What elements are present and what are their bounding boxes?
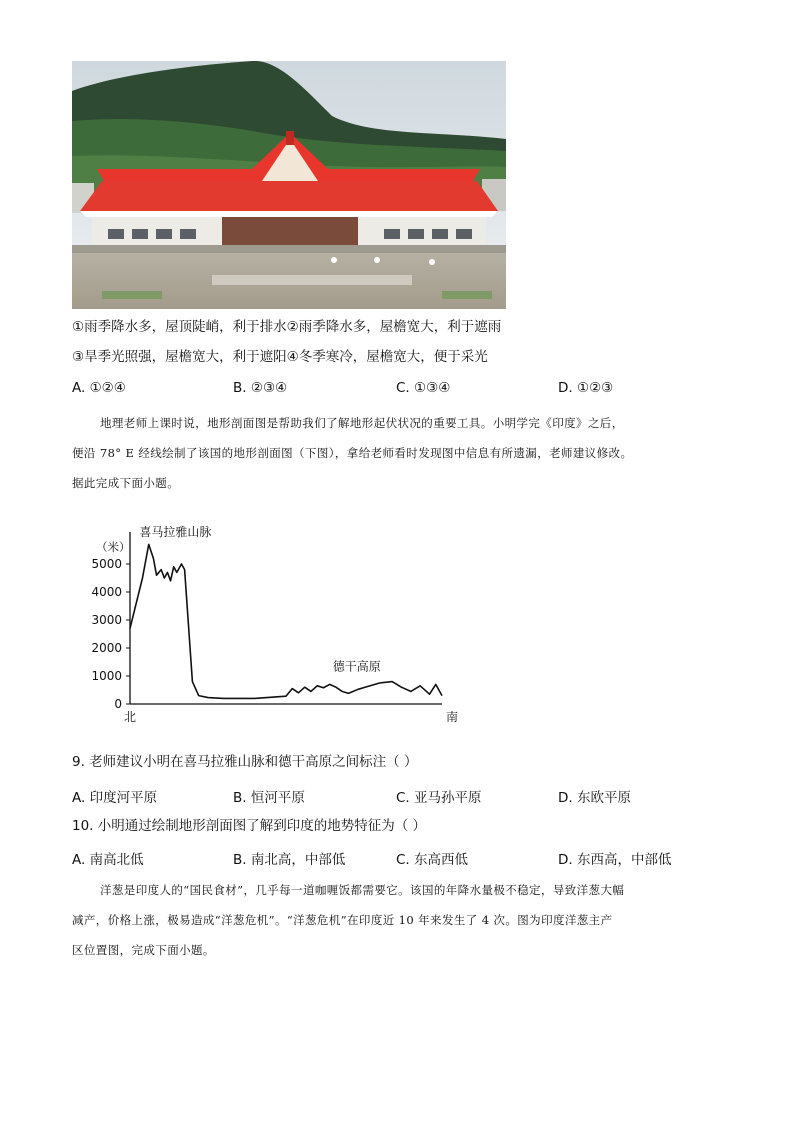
annotation-himalaya: 喜马拉雅山脉 — [139, 525, 212, 539]
y-tick-label: 0 — [114, 697, 122, 711]
q9-option-d[interactable]: D. 东欧平原 — [558, 790, 631, 806]
q10-option-c[interactable]: C. 东高西低 — [396, 852, 469, 868]
q8-option-b[interactable]: B. ②③④ — [233, 380, 288, 396]
station-photo-illustration — [72, 61, 506, 309]
q9-stem: 9. 老师建议小明在喜马拉雅山脉和德干高原之间标注（ ） — [72, 754, 418, 770]
profile-intro-line-2: 便沿 78° E 经线绘制了该国的地形剖面图（下图），拿给老师看时发现图中信息有所遗漏，老师建议修改。 — [72, 446, 633, 460]
q8-option-c[interactable]: C. ①③④ — [396, 380, 451, 396]
onion-intro-line-1: 洋葱是印度人的“国民食材”，几乎每一道咖喱饭都需要它。该国的年降水量极不稳定，导致洋葱大幅 — [100, 883, 625, 897]
onion-intro-line-2: 减产，价格上涨，极易造成“洋葱危机”。“洋葱危机”在印度近 10 年来发生了 4 次。图为印度洋葱主产 — [72, 913, 613, 927]
y-axis-unit: （米） — [96, 540, 131, 555]
profile-intro-line-3: 据此完成下面小题。 — [72, 476, 180, 490]
q10-option-b[interactable]: B. 南北高，中部低 — [233, 852, 346, 868]
q10-option-a[interactable]: A. 南高北低 — [72, 852, 144, 868]
statement-line-1: ①雨季降水多，屋顶陡峭，利于排水②雨季降水多，屋檐宽大，利于遮雨 — [72, 319, 502, 335]
q9-option-b[interactable]: B. 恒河平原 — [233, 790, 305, 806]
x-label-north: 北 — [123, 710, 137, 724]
y-tick-label: 5000 — [91, 557, 122, 571]
q10-option-d[interactable]: D. 东西高，中部低 — [558, 852, 672, 868]
onion-intro-line-3: 区位置图，完成下面小题。 — [72, 943, 215, 957]
q9-option-a[interactable]: A. 印度河平原 — [72, 790, 158, 806]
q8-option-a[interactable]: A. ①②④ — [72, 380, 126, 396]
y-tick-label: 2000 — [91, 641, 122, 655]
statement-line-2: ③旱季光照强，屋檐宽大，利于遮阳④冬季寒冷，屋檐宽大，便于采光 — [72, 349, 488, 365]
profile-intro-line-1: 地理老师上课时说，地形剖面图是帮助我们了解地形起伏状况的重要工具。小明学完《印度》之后， — [100, 416, 624, 430]
q8-option-d[interactable]: D. ①②③ — [558, 380, 614, 396]
q9-option-c[interactable]: C. 亚马孙平原 — [396, 790, 482, 806]
station-photo — [72, 61, 506, 309]
x-label-south: 南 — [445, 710, 459, 724]
q10-stem: 10. 小明通过绘制地形剖面图了解到印度的地势特征为（ ） — [72, 818, 427, 834]
y-tick-label: 3000 — [91, 613, 122, 627]
annotation-deccan: 德干高原 — [332, 659, 381, 674]
terrain-profile-line — [130, 544, 442, 698]
terrain-profile-chart — [70, 518, 470, 728]
y-tick-label: 4000 — [91, 585, 122, 599]
y-tick-label: 1000 — [91, 669, 122, 683]
